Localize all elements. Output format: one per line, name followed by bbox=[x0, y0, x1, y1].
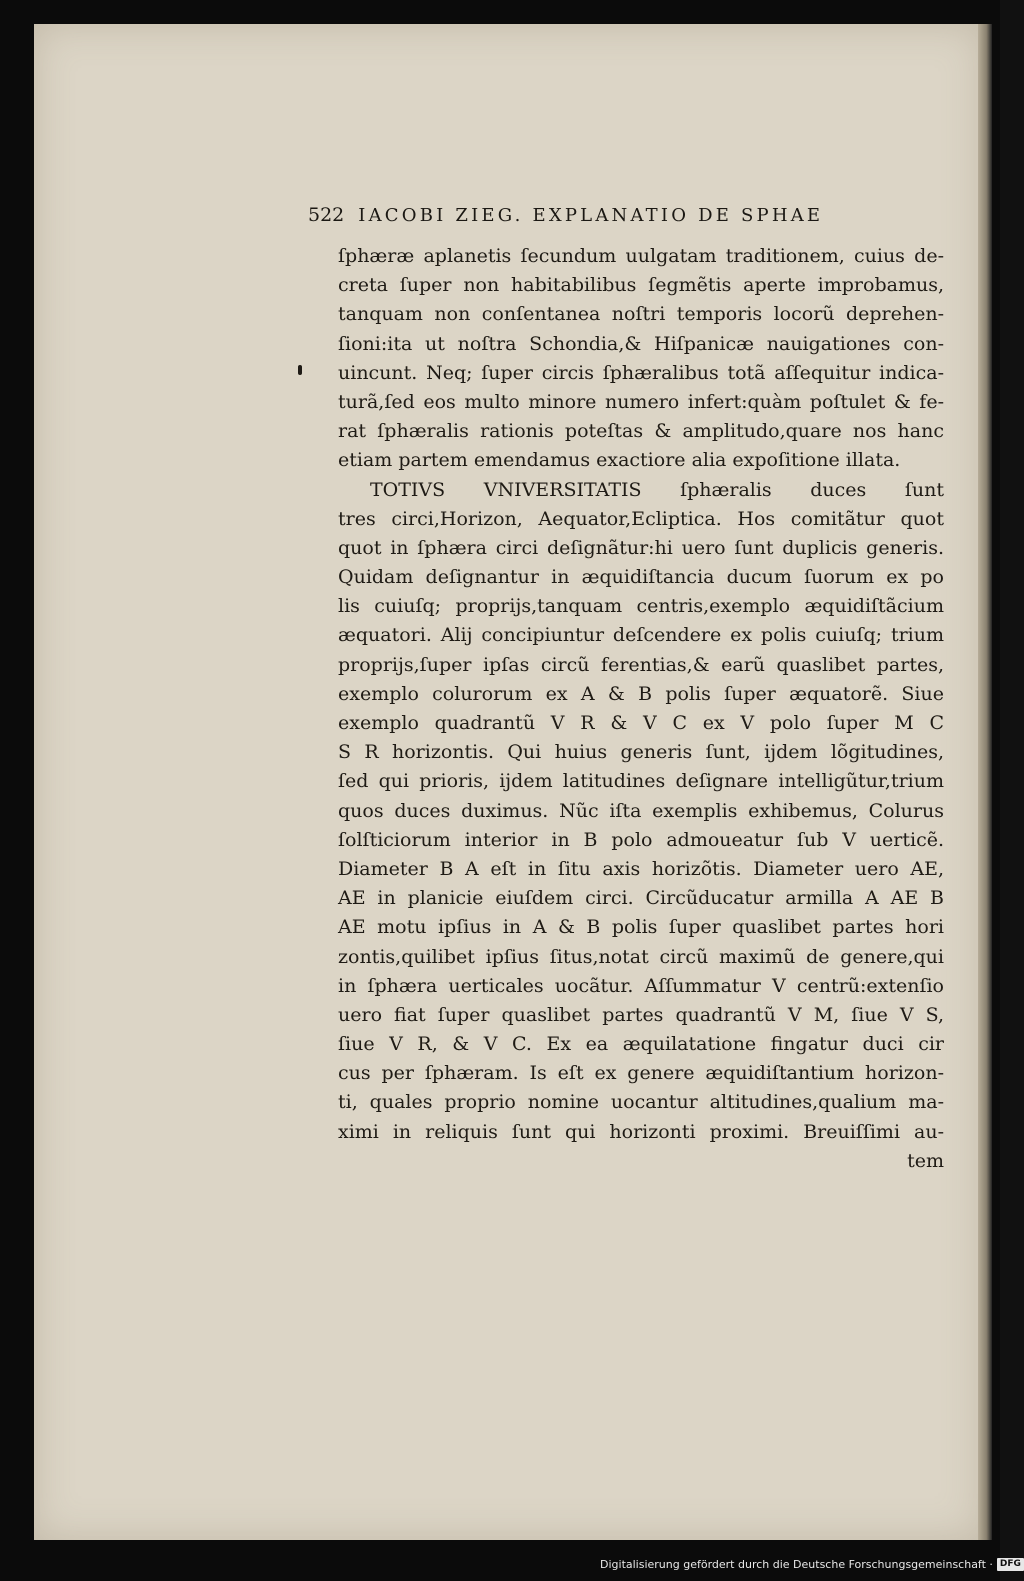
catchword: tem bbox=[907, 1149, 944, 1172]
running-title: IACOBI ZIEG. EXPLANATIO DE SPHAE bbox=[358, 205, 824, 226]
text-line: tres circi,Horizon, Aequator,Ecliptica. Hos comitãtur quot bbox=[338, 507, 944, 530]
text-line: rat ſphæralis rationis poteſtas & amplitudo,quare nos hanc bbox=[338, 420, 944, 443]
text-line: ti, quales proprio nomine uocantur altitudines,qualium ma- bbox=[338, 1091, 944, 1114]
text-line: in ſphæra uerticales uocãtur. Aſſummatur V centrũ:extenſio bbox=[338, 974, 944, 997]
margin-mark bbox=[298, 365, 302, 375]
text-line: lis cuiuſq; proprijs,tanquam centris,exemplo æquidiſtãcium bbox=[338, 595, 944, 618]
text-line: cus per ſphæram. Is eſt ex genere æquidiſtantium horizon- bbox=[338, 1062, 944, 1085]
text-line: AE in planicie eiuſdem circi. Circũducatur armilla A AE B bbox=[338, 887, 944, 910]
credit-text: Digitalisierung gefördert durch die Deutsche Forschungsgemeinschaft · bbox=[600, 1558, 993, 1571]
page-edge-shadow bbox=[978, 24, 992, 1540]
text-line: æquatori. Alij concipiuntur deſcendere ex polis cuiuſq; trium bbox=[338, 624, 944, 647]
text-line: TOTIVS VNIVERSITATIS ſphæralis duces ſunt bbox=[370, 478, 944, 501]
digitization-credit bbox=[600, 1558, 1024, 1571]
text-line: exemplo quadrantũ V R & V C ex V polo ſuper M C bbox=[338, 712, 944, 734]
text-line: ſed qui prioris, ijdem latitudines deſignare intelligũtur,trium bbox=[338, 770, 944, 793]
text-line: exemplo colurorum ex A & B polis ſuper æquatorẽ. Siue bbox=[338, 682, 944, 705]
text-line: AE motu ipſius in A & B polis ſuper quaslibet partes hori bbox=[338, 916, 944, 939]
text-line: Quidam deſignantur in æquidiſtancia ducum ſuorum ex po bbox=[338, 566, 944, 589]
text-line: quos duces duximus. Nũc iſta exemplis exhibemus, Colurus bbox=[338, 799, 944, 822]
text-line: tanquam non conſentanea noſtri temporis locorũ deprehen- bbox=[338, 303, 944, 326]
text-line: ſiue V R, & V C. Ex ea æquilatatione fingatur duci cir bbox=[338, 1033, 944, 1056]
text-line: ſolſticiorum interior in B polo admoueatur ſub V uerticẽ. bbox=[338, 828, 944, 851]
text-line: uincunt. Neq; ſuper circis ſphæralibus totã aſſequitur indica- bbox=[338, 361, 944, 384]
text-line: zontis,quilibet ipſius ſitus,notat circũ maximũ de genere,qui bbox=[338, 945, 944, 968]
text-line: uero fiat ſuper quaslibet partes quadrantũ V M, ſiue V S, bbox=[338, 1003, 944, 1026]
text-line: ſphæræ aplanetis ſecundum uulgatam traditionem, cuius de- bbox=[338, 245, 944, 267]
text-line: quot in ſphæra circi deſignãtur:hi uero ſunt duplicis generis. bbox=[338, 536, 944, 559]
text-line: ximi in reliquis ſunt qui horizonti proximi. Breuiſſimi au- bbox=[338, 1120, 944, 1143]
text-line: ſioni:ita ut noſtra Schondia,& Hiſpanicæ nauigationes con- bbox=[338, 332, 944, 355]
text-line: proprijs,ſuper ipſas circũ ferentias,& earũ quaslibet partes, bbox=[338, 653, 944, 676]
running-head bbox=[308, 204, 948, 226]
text-line: etiam partem emendamus exactiore alia expoſitione illata. bbox=[338, 449, 901, 472]
page-number: 522 bbox=[308, 204, 345, 226]
text-line: Diameter B A eſt in ſitu axis horizõtis. Diameter uero AE, bbox=[338, 857, 944, 880]
text-line: creta ſuper non habitabilibus ſegmẽtis aperte improbamus, bbox=[338, 274, 944, 297]
text-line: S R horizontis. Qui huius generis ſunt, ijdem lõgitudines, bbox=[338, 741, 944, 764]
body-text bbox=[338, 242, 944, 1176]
text-line: turã,ſed eos multo minore numero infert:quàm poſtulet & fe- bbox=[338, 390, 944, 413]
dfg-logo: DFG bbox=[997, 1558, 1024, 1571]
